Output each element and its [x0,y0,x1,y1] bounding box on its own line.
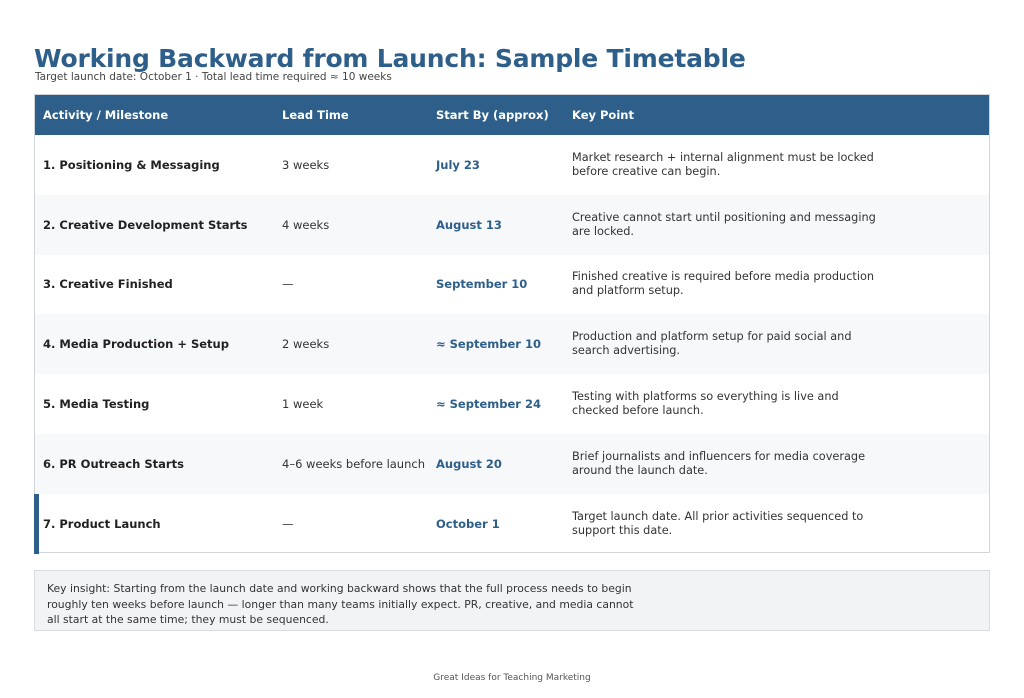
start-by-cell: October 1 [436,516,500,531]
activity-cell: 1. Positioning & Messaging [43,157,220,172]
table-row-launch [35,494,989,554]
key-point-cell: Creative cannot start until positioning and messaging are locked. [572,210,876,238]
activity-cell: 6. PR Outreach Starts [43,456,184,471]
start-by-cell: ≈ September 10 [436,337,541,352]
page-title: Working Backward from Launch: Sample Timetable [34,44,746,73]
column-header-key-point: Key Point [572,108,634,122]
lead-time-cell: 1 week [282,397,324,412]
lead-time-cell: 2 weeks [282,337,330,352]
key-point-cell: Target launch date. All prior activities sequenced to support this date. [572,509,864,537]
start-by-cell: August 13 [436,217,502,232]
table-row [35,255,989,315]
activity-cell: 2. Creative Development Starts [43,217,248,232]
lead-time-cell: 3 weeks [282,157,330,172]
activity-cell: 3. Creative Finished [43,277,173,292]
activity-cell: 4. Media Production + Setup [43,337,229,352]
footer-credit: Great Ideas for Teaching Marketing [433,673,591,683]
lead-time-cell: 4 weeks [282,217,330,232]
timetable [34,94,990,553]
key-point-cell: Market research + internal alignment must be locked before creative can begin. [572,150,874,178]
activity-cell: 7. Product Launch [43,516,161,531]
table-header [35,95,989,135]
key-point-cell: Finished creative is required before media production and platform setup. [572,270,875,298]
start-by-cell: July 23 [436,157,480,172]
table-row [35,195,989,255]
column-header-start-by: Start By (approx) [436,108,549,122]
table-row [35,314,989,374]
key-insight-box [34,570,990,631]
column-header-activity: Activity / Milestone [43,108,169,122]
activity-cell: 5. Media Testing [43,397,150,412]
launch-row-accent-bar [34,494,39,554]
table-row [35,434,989,494]
key-point-cell: Production and platform setup for paid social and search advertising. [572,330,852,358]
start-by-cell: ≈ September 24 [436,397,541,412]
start-by-cell: August 20 [436,456,502,471]
start-by-cell: September 10 [436,277,528,292]
lead-time-cell: — [282,516,294,531]
table-row [35,135,989,195]
lead-time-cell: — [282,277,294,292]
key-point-cell: Testing with platforms so everything is live and checked before launch. [572,390,839,418]
column-header-lead-time: Lead Time [282,108,349,122]
key-point-cell: Brief journalists and influencers for media coverage around the launch date. [572,449,866,477]
key-insight-text: Key insight: Starting from the launch date and working backward shows that the full process needs to begin roughly ten weeks before launch — longer than many teams initially expect. PR, creative, and media cannot all start at the same time; they must be sequenced. [47,582,634,626]
lead-time-cell: 4–6 weeks before launch [282,456,425,471]
page-subtitle: Target launch date: October 1 · Total lead time required ≈ 10 weeks [35,71,392,83]
table-row [35,374,989,434]
